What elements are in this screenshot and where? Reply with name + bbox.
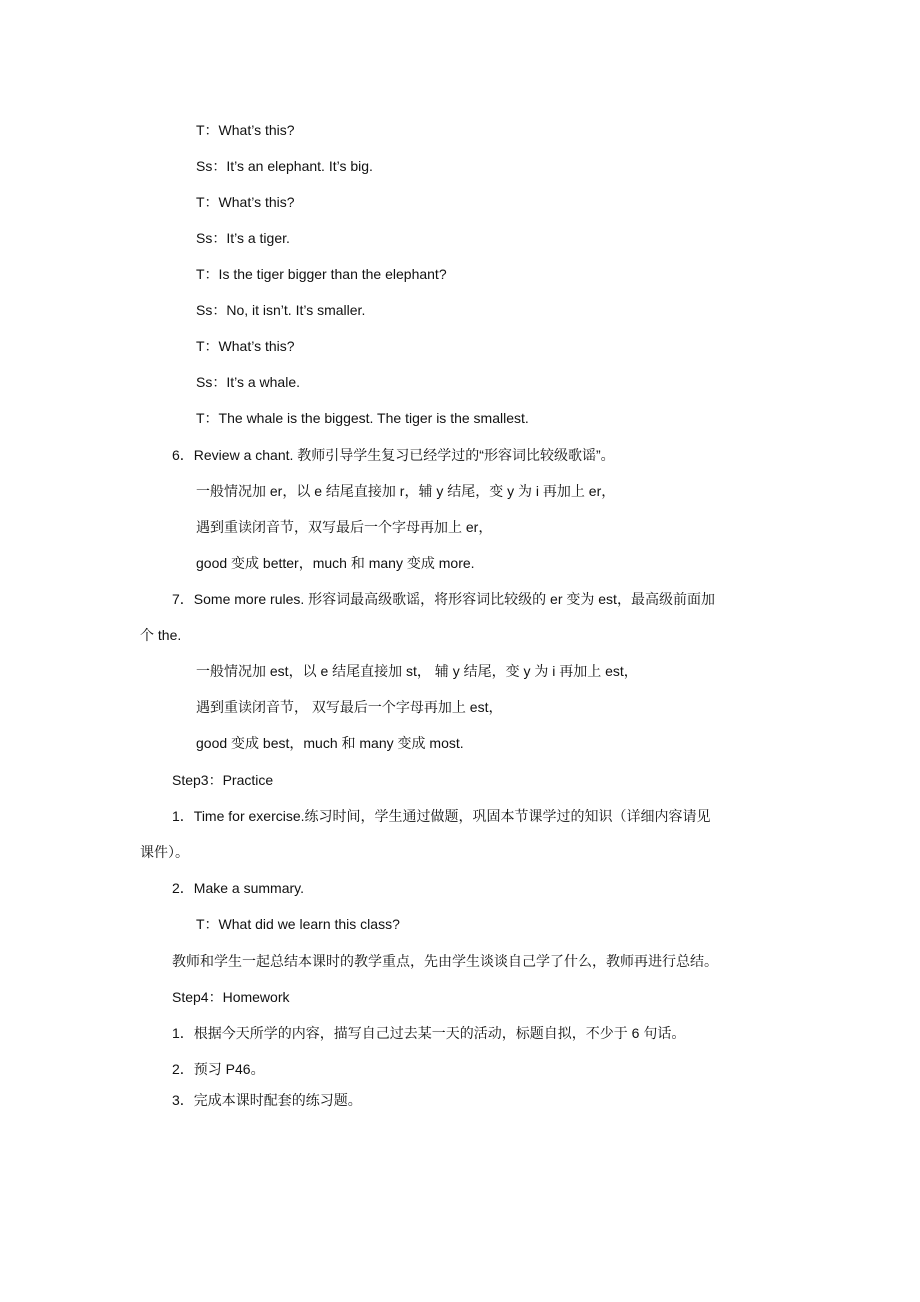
chant-line: 一般情况加 er，以 e 结尾直接加 r，辅 y 结尾，变 y 为 i 再加上 er， [196, 483, 616, 499]
step4-title: Step4：Homework [172, 989, 290, 1005]
step3-item1: 1．Time for exercise.练习时间，学生通过做题，巩固本节课学过的知识（详细内容请见 [172, 808, 711, 824]
step3-title: Step3：Practice [172, 772, 274, 788]
item7-heading: 7．Some more rules. 形容词最高级歌谣，将形容词比较级的 er 变为 est，最高级前面加 [172, 591, 715, 607]
homework-item: 2．预习 P46。 [172, 1061, 265, 1077]
dialogue-line: T：Is the tiger bigger than the elephant? [196, 266, 447, 282]
chant-line: 遇到重读闭音节， 双写最后一个字母再加上 est， [196, 699, 503, 715]
item6-heading: 6．Review a chant. 教师引导学生复习已经学过的“形容词比较级歌谣”。 [172, 447, 615, 463]
dialogue-line: Ss：It’s a whale. [196, 374, 301, 390]
chant-line: good 变成 best，much 和 many 变成 most. [196, 735, 464, 751]
chant-line: 一般情况加 est，以 e 结尾直接加 st， 辅 y 结尾，变 y 为 i 再加上 est， [196, 663, 638, 679]
step3-item1-continuation: 课件）。 [140, 844, 189, 860]
dialogue-line: T：What’s this? [196, 194, 295, 210]
dialogue-line: Ss：It’s an elephant. It’s big. [196, 158, 373, 174]
step3-item2: 2．Make a summary. [172, 880, 304, 896]
homework-item: 3．完成本课时配套的练习题。 [172, 1092, 362, 1108]
summary-paragraph: 教师和学生一起总结本课时的教学重点，先由学生谈谈自己学了什么，教师再进行总结。 [172, 953, 718, 969]
teacher-question: T：What did we learn this class? [196, 916, 400, 932]
homework-item: 1．根据今天所学的内容，描写自己过去某一天的活动，标题自拟，不少于 6 句话。 [172, 1025, 686, 1041]
dialogue-line: Ss：It’s a tiger. [196, 230, 290, 246]
chant-line: 遇到重读闭音节，双写最后一个字母再加上 er， [196, 519, 493, 535]
item7-heading-continuation: 个 the. [140, 627, 182, 643]
dialogue-line: Ss：No, it isn’t. It’s smaller. [196, 302, 366, 318]
dialogue-line: T：What’s this? [196, 122, 295, 138]
dialogue-line: T：The whale is the biggest. The tiger is the smallest. [196, 410, 529, 426]
chant-line: good 变成 better，much 和 many 变成 more. [196, 555, 475, 571]
dialogue-line: T：What’s this? [196, 338, 295, 354]
